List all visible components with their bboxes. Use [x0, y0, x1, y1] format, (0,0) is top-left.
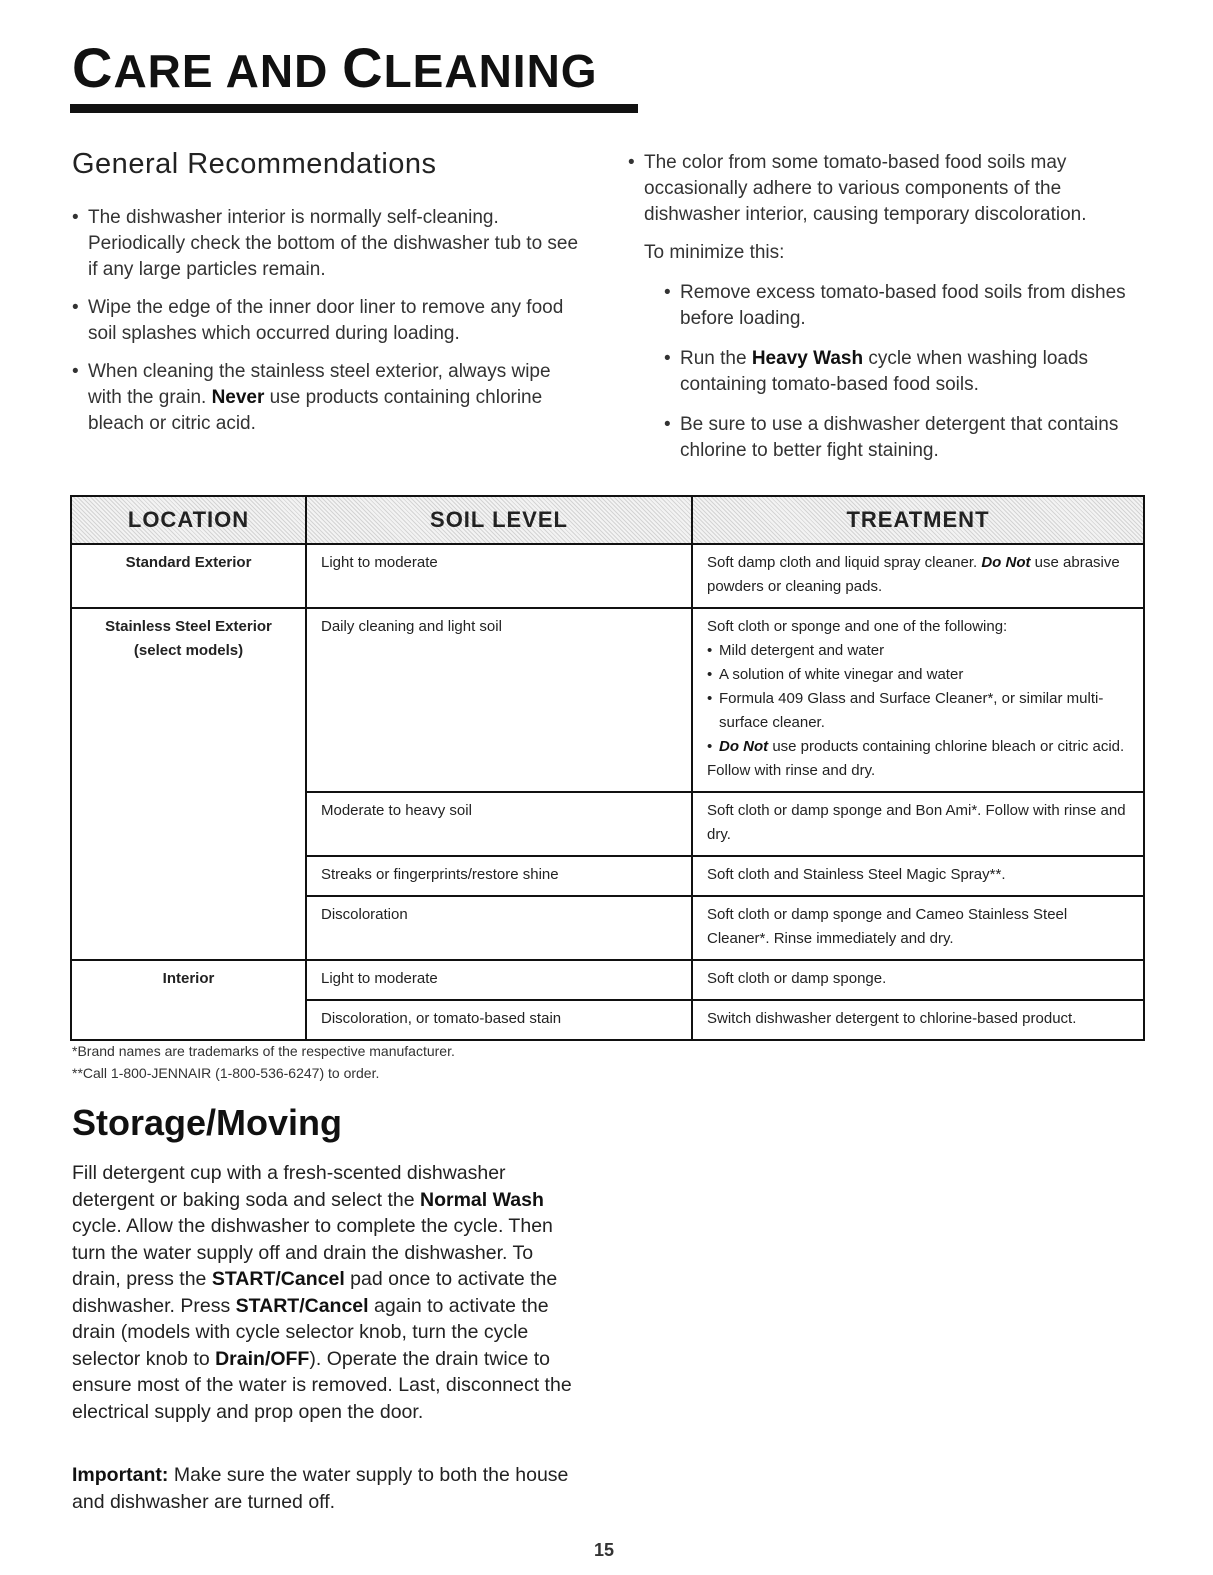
location-cell: Standard Exterior [71, 544, 306, 608]
soil-cell: Light to moderate [306, 544, 692, 608]
table-row [71, 608, 1144, 792]
list-item: • When cleaning the stainless steel exterior, always wipe with the grain. Never use products containing chlorine bleach or citric acid. [72, 359, 582, 437]
list-item: • A solution of white vinegar and water [707, 663, 1129, 687]
tomato-stain-note [628, 150, 1148, 240]
treatment-cell: Switch dishwasher detergent to chlorine-based product. [692, 1000, 1144, 1040]
cleaning-table [70, 495, 1145, 1041]
storage-moving-text: Fill detergent cup with a fresh-scented dishwasher detergent or baking soda and select the Normal Wash cycle. Allow the dishwasher to complete the cycle. Then turn the water supply off and drain the dishwasher. To drain, press the START/Cancel pad once to activate the dishwasher. Press START/Cancel again to activate the drain (models with cycle selector knob, turn the cycle selector knob to Drain/OFF). Operate the drain twice to ensure most of the water is removed. Last, disconnect the electrical supply and prop open the door. [72, 1162, 572, 1423]
soil-cell: Discoloration [306, 896, 692, 960]
table-row [71, 792, 1144, 856]
important-note: Important: Make sure the water supply to both the house and dishwasher are turned off. [72, 1464, 569, 1513]
footnote: *Brand names are trademarks of the respective manufacturer. [72, 1043, 455, 1059]
title-rule [70, 104, 638, 113]
list-item: • Formula 409 Glass and Surface Cleaner*, or similar multi-surface cleaner. [707, 687, 1129, 735]
page-number: 15 [594, 1540, 615, 1560]
list-item: • Run the Heavy Wash cycle when washing loads containing tomato-based food soils. [664, 346, 1144, 398]
table-row [71, 1000, 1144, 1040]
minimize-label: To minimize this: [644, 242, 785, 263]
treatment-cell: Soft cloth or damp sponge and Cameo Stainless Steel Cleaner*. Rinse immediately and dry. [692, 896, 1144, 960]
soil-cell: Streaks or fingerprints/restore shine [306, 856, 692, 896]
soil-cell: Light to moderate [306, 960, 692, 1000]
page-title: CARE AND CLEANING [72, 36, 598, 99]
footnote: **Call 1-800-JENNAIR (1-800-536-6247) to order. [72, 1065, 380, 1081]
list-item: • Wipe the edge of the inner door liner to remove any food soil splashes which occurred during loading. [72, 295, 582, 347]
table-row [71, 544, 1144, 608]
treatment-cell: Soft cloth and Stainless Steel Magic Spray**. [692, 856, 1144, 896]
table-row [71, 896, 1144, 960]
table-row [71, 960, 1144, 1000]
table-row [71, 856, 1144, 896]
footnotes [72, 1040, 455, 1084]
header-location: LOCATION [71, 496, 306, 544]
treatment-cell: Soft damp cloth and liquid spray cleaner. Do Not use abrasive powders or cleaning pads. [692, 544, 1144, 608]
list-item: • Be sure to use a dishwasher detergent that contains chlorine to better fight staining. [664, 412, 1144, 464]
soil-cell: Moderate to heavy soil [306, 792, 692, 856]
list-item: • The dishwasher interior is normally self-cleaning. Periodically check the bottom of the dishwasher tub to see if any large particles remain. [72, 205, 582, 283]
general-recommendations-heading: General Recommendations [72, 148, 437, 180]
treatment-cell: Soft cloth or damp sponge. [692, 960, 1144, 1000]
treatment-cell: Soft cloth or damp sponge and Bon Ami*. Follow with rinse and dry. [692, 792, 1144, 856]
list-item: • Mild detergent and water [707, 639, 1129, 663]
location-cell: Interior [71, 960, 306, 1000]
header-treatment: TREATMENT [692, 496, 1144, 544]
list-item: • Do Not use products containing chlorine bleach or citric acid. [707, 735, 1129, 759]
soil-cell: Daily cleaning and light soil [306, 608, 692, 792]
treatment-cell: Soft cloth or sponge and one of the following: • Mild detergent and water • A solution of white vinegar and water • Formula 409 Glass and Surface Cleaner*, or similar multi-surface cleaner. • Do Not use products containing chlorine bleach or citric acid. Follow with rinse and dry. [692, 608, 1144, 792]
location-cell: Stainless Steel Exterior (select models) [71, 608, 306, 792]
list-item: • Remove excess tomato-based food soils from dishes before loading. [664, 280, 1144, 332]
general-recommendations-list [72, 205, 582, 449]
header-soil-level: SOIL LEVEL [306, 496, 692, 544]
soil-cell: Discoloration, or tomato-based stain [306, 1000, 692, 1040]
storage-moving-heading: Storage/Moving [72, 1102, 343, 1143]
list-item: • The color from some tomato-based food soils may occasionally adhere to various components of the dishwasher interior, causing temporary discoloration. [628, 150, 1148, 228]
minimize-list [664, 280, 1144, 478]
